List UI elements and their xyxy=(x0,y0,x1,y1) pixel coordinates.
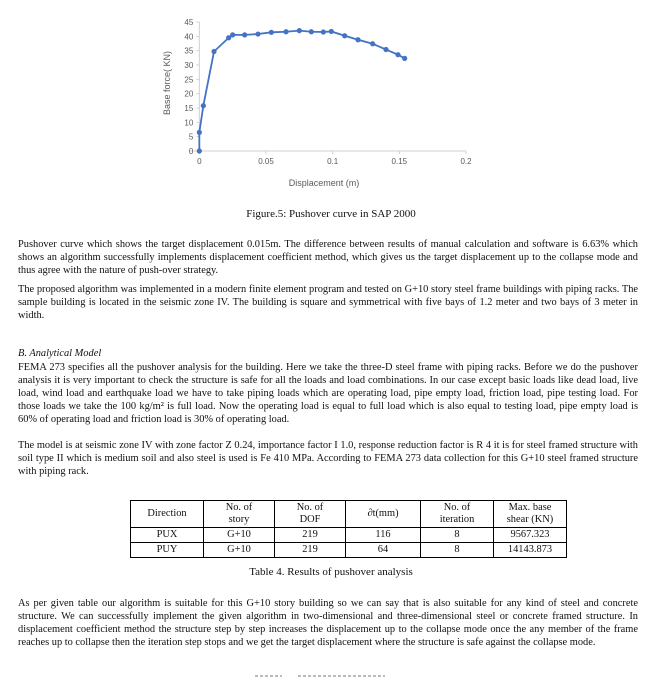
data-point xyxy=(383,47,388,52)
table-cell: G+10 xyxy=(204,528,275,543)
chart-series xyxy=(197,28,408,154)
table-caption: Table 4. Results of pushover analysis xyxy=(249,566,413,578)
data-point xyxy=(197,130,202,135)
x-tick-label: 0.05 xyxy=(258,157,274,166)
chart-tick-labels xyxy=(184,18,472,166)
table-cell: 219 xyxy=(275,528,346,543)
y-tick-label: 0 xyxy=(188,147,194,156)
data-point xyxy=(230,32,235,37)
y-tick-label: 45 xyxy=(184,18,194,27)
y-tick-label: 15 xyxy=(184,104,194,113)
header-max-base-shear: Max. base shear (KN) xyxy=(494,501,567,528)
data-point xyxy=(255,31,260,36)
data-point xyxy=(370,41,375,46)
paragraph-fema: FEMA 273 specifies all the pushover analysis for the building. Here we take the three-D steel frame with piping racks. Before we do the pushover analysis it is very important to check the structure is safe for all the loads and load combinations. In our case except basic loads like dead load, live load, wind load and earthquake load we have to take piping loads which are operating load, pipe empty load, friction load, pipe testing load. For those loads we take the 100 kg/m² is full load. Now the operating load is equal to full load which is also equal to testing load, pipe empty load is 60% of operating load and friction load is 30% of operating load. xyxy=(18,362,638,425)
table-cell: 219 xyxy=(275,543,346,558)
paragraph-conclusion: As per given table our algorithm is suitable for this G+10 story building so we can say that is also suitable for any kind of steel and concrete structure. We can successfully implement the given algorithm in two-dimensional and three-dimensional steel or concrete framed structure. In displacement coefficient method the structure step by step increases the displacement up to the collapse mode once the any member of the frame reaches up to collapse then the iteration step stops and we get the target displacement where the structure is safe against the collapse mode. xyxy=(18,598,638,648)
y-tick-label: 20 xyxy=(184,89,194,99)
table-row xyxy=(131,528,567,543)
results-table xyxy=(130,500,567,558)
header-stories: No. of story xyxy=(204,501,275,528)
figure-caption: Figure.5: Pushover curve in SAP 2000 xyxy=(246,208,416,220)
x-tick-label: 0.2 xyxy=(460,157,472,166)
chart-axes xyxy=(190,22,466,154)
data-point xyxy=(201,103,206,108)
data-point xyxy=(242,32,247,37)
paragraph-algorithm: The proposed algorithm was implemented in a modern finite element program and tested on G+10 story steel frame buildings with piping racks. The sample building is located in the seismic zone IV. The building is square and symmetrical with five bays of 1.2 meter and two bays of 3 meter in width. xyxy=(18,284,638,321)
table-cell: 116 xyxy=(346,528,421,543)
y-tick-label: 25 xyxy=(184,75,194,85)
data-point xyxy=(355,37,360,42)
paragraph-model: The model is at seismic zone IV with zone factor Z 0.24, importance factor I 1.0, response reduction factor is R 4 it is for steel framed structure with soil type II which is medium soil and also steel is used is Fe 410 MPa. According to FEMA 273 data collection for this G+10 steel framed structure with piping rack. xyxy=(18,440,638,477)
data-point xyxy=(395,52,400,57)
header-iterations: No. of iteration xyxy=(421,501,494,528)
header-direction: Direction xyxy=(131,501,204,528)
y-tick-label: 40 xyxy=(184,32,194,42)
y-axis-label: Base force( KN) xyxy=(162,50,172,116)
data-point xyxy=(402,56,407,61)
section-heading: B. Analytical Model xyxy=(18,348,102,359)
y-tick-label: 10 xyxy=(184,118,194,128)
data-point xyxy=(197,148,202,153)
table-cell: G+10 xyxy=(204,543,275,558)
table-cell: 9567.323 xyxy=(494,528,567,543)
table-cell: PUY xyxy=(131,543,204,558)
data-point xyxy=(309,29,314,34)
y-tick-label: 5 xyxy=(188,132,194,142)
data-point xyxy=(269,30,274,35)
data-point xyxy=(342,33,347,38)
table-header-row xyxy=(131,501,567,528)
page-footer-fragment xyxy=(220,670,420,680)
x-axis-label: Displacement (m) xyxy=(288,178,360,188)
table-cell: PUX xyxy=(131,528,204,543)
header-dof: No. of DOF xyxy=(275,501,346,528)
x-tick-label: 0.15 xyxy=(391,157,408,166)
data-point xyxy=(211,49,216,54)
data-point xyxy=(329,29,334,34)
data-point xyxy=(283,29,288,34)
y-tick-label: 30 xyxy=(184,61,194,70)
data-point xyxy=(321,29,326,34)
table-cell: 8 xyxy=(421,528,494,543)
paragraph-target-displacement: Pushover curve which shows the target displacement 0.015m. The difference between results of manual calculation and software is 6.63% which shows an algorithm successfully implements displacement coefficient method, which gives us the target displacement up to the collapse mode and thus agree with the nature of push-over strategy. xyxy=(18,239,638,276)
table-row xyxy=(131,543,567,558)
table-cell: 64 xyxy=(346,543,421,558)
pushover-chart xyxy=(150,8,480,198)
header-target-displacement: ∂t(mm) xyxy=(346,501,421,528)
y-tick-label: 35 xyxy=(184,46,194,56)
table-cell: 14143.873 xyxy=(494,543,567,558)
x-tick-label: 0.1 xyxy=(327,157,339,166)
x-tick-label: 0 xyxy=(197,157,202,166)
table-cell: 8 xyxy=(421,543,494,558)
data-point xyxy=(297,28,302,33)
series-line xyxy=(199,31,404,151)
